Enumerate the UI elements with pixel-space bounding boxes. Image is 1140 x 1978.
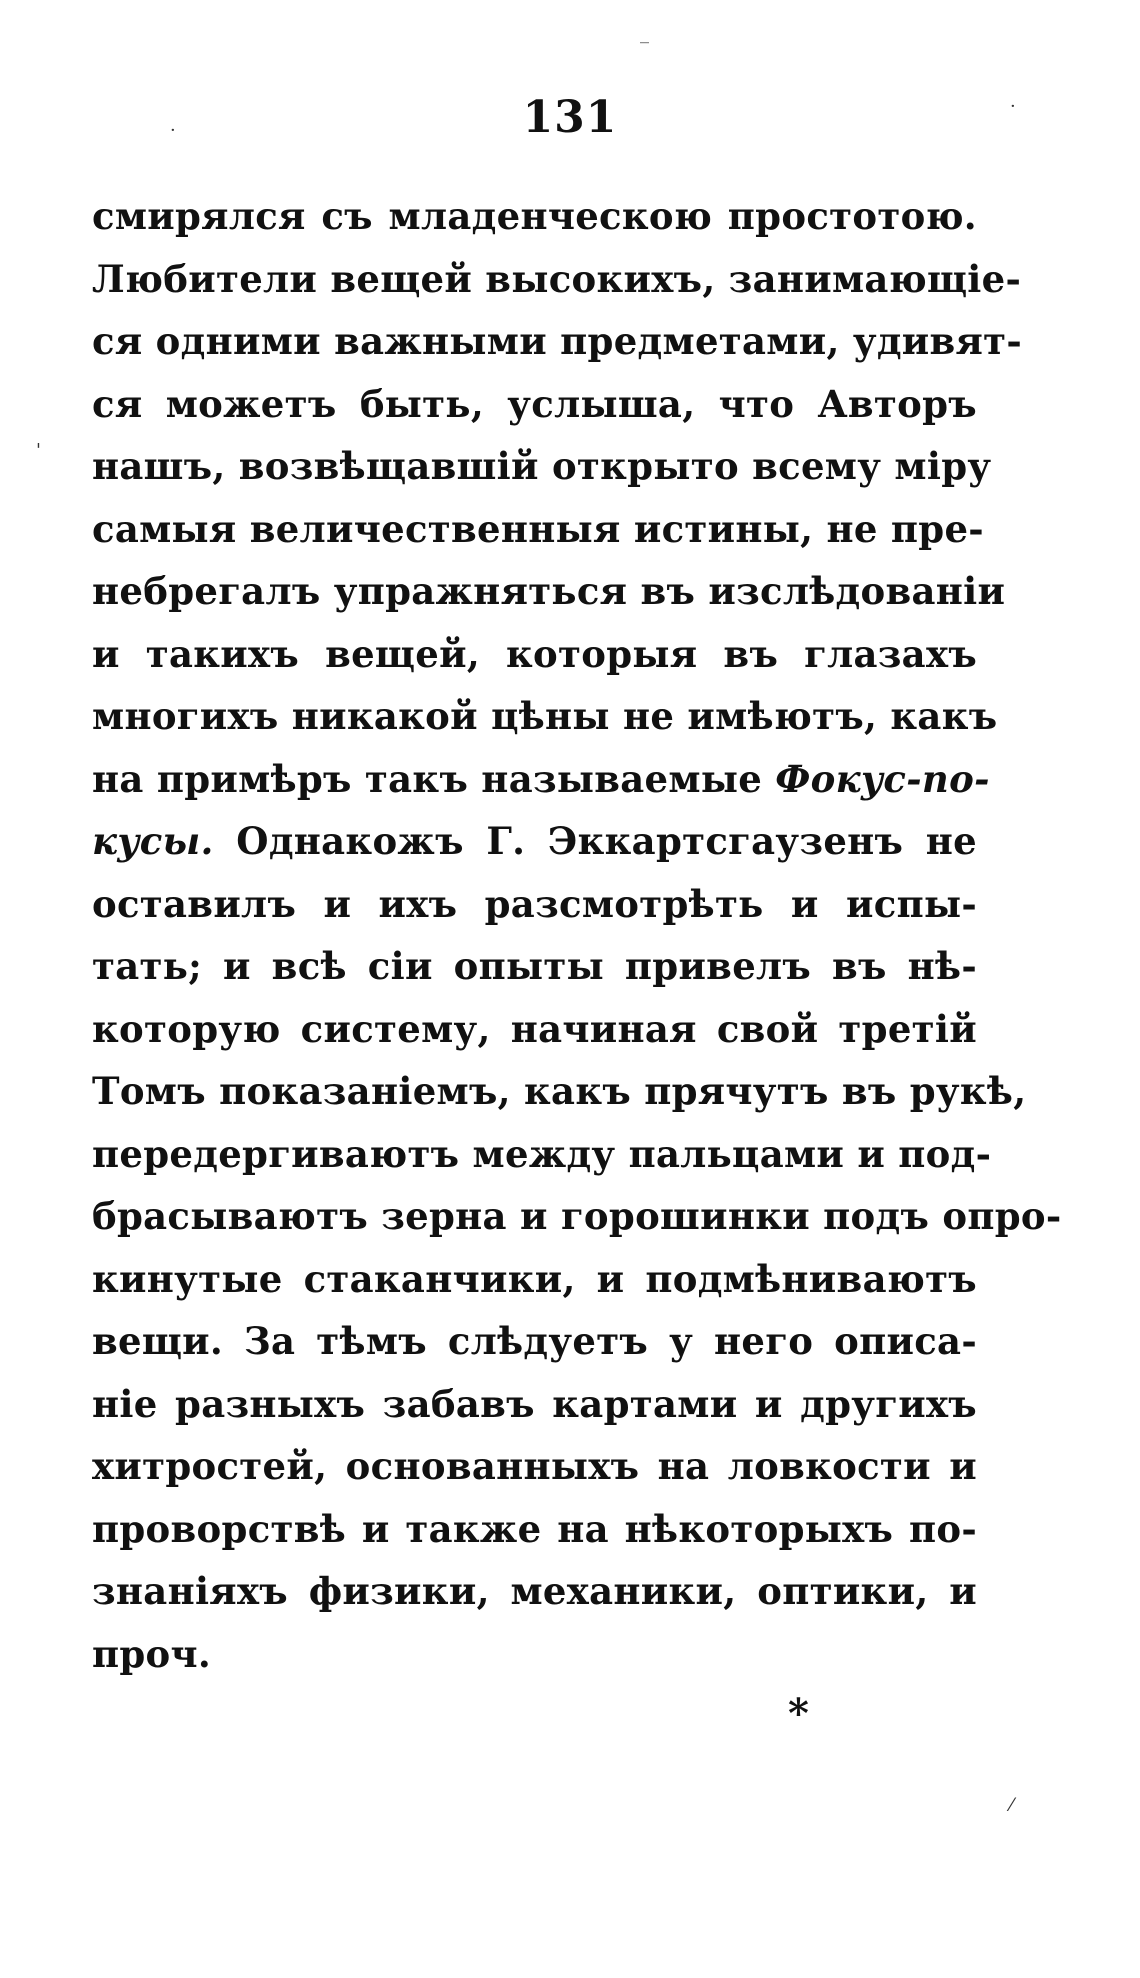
text-line — [92, 748, 990, 811]
line-text: Томъ показаніемъ, какъ прячутъ въ рукѣ, — [92, 1069, 1027, 1113]
ornament-asterisk: * — [788, 1690, 809, 1737]
text-line — [92, 373, 977, 436]
text-line — [92, 498, 984, 561]
line-text: ніе разныхъ забавъ картами и другихъ — [92, 1381, 977, 1426]
text-line — [92, 310, 1023, 373]
text-line — [92, 1373, 977, 1436]
line-text: небрегалъ упражняться въ изслѣдованіи — [92, 569, 1006, 613]
line-text: брасываютъ зерна и горошинки подъ опро- — [92, 1194, 1062, 1238]
line-text: тать; и всѣ сіи опыты привелъ въ нѣ- — [92, 944, 977, 988]
line-text: самыя величественныя истины, не пре- — [92, 506, 984, 551]
text-line — [92, 435, 992, 498]
print-speck: · — [1010, 96, 1016, 117]
line-text: Любители вещей высокихъ, занимающіе- — [92, 256, 1022, 301]
print-speck: ‾ — [640, 40, 649, 61]
line-text: передергиваютъ между пальцами и под- — [92, 1131, 992, 1176]
line-text: Однакожъ Г. Эккартсгаузенъ не — [213, 819, 977, 863]
line-text: которую систему, начиная свой третій — [92, 1006, 977, 1051]
line-text: и такихъ вещей, которыя въ глазахъ — [92, 631, 977, 676]
text-line — [92, 623, 977, 686]
line-text: нашъ, возвѣщавшій открыто всему міру — [92, 444, 992, 488]
text-line — [92, 1060, 1027, 1123]
text-line — [92, 1435, 977, 1498]
line-text: смирялся съ младенческою простотою. — [92, 194, 977, 238]
text-line — [92, 248, 1022, 311]
text-line — [92, 1310, 977, 1373]
text-line — [92, 1185, 1062, 1248]
print-speck: · — [170, 120, 176, 141]
line-text: кинутые стаканчики, и подмѣниваютъ — [92, 1256, 977, 1301]
line-text: проч. — [92, 1631, 212, 1676]
italic-text: кусы. — [92, 819, 214, 863]
italic-text: Фокус-по- — [775, 756, 990, 801]
print-speck: ' — [36, 440, 41, 461]
line-text: проворствѣ и также на нѣкоторыхъ по- — [92, 1506, 977, 1551]
page-number: 131 — [522, 92, 618, 143]
line-text: многихъ никакой цѣны не имѣютъ, какъ — [92, 694, 998, 738]
text-line — [92, 810, 977, 873]
line-text: оставилъ и ихъ разсмотрѣть и испы- — [92, 881, 977, 926]
line-text: хитростей, основанныхъ на ловкости и — [92, 1444, 977, 1488]
text-line — [92, 560, 1006, 623]
text-line — [92, 1623, 977, 1686]
text-line — [92, 873, 977, 936]
text-line — [92, 1248, 977, 1311]
text-line — [92, 935, 977, 998]
line-text: на примѣръ такъ называемые — [92, 756, 776, 801]
line-text: ся одними важными предметами, удивят- — [92, 319, 1023, 363]
body-text — [92, 185, 1062, 1685]
text-line — [92, 185, 977, 248]
print-speck: ⁄ — [1010, 1795, 1014, 1816]
line-text: вещи. За тѣмъ слѣдуетъ у него описа- — [92, 1319, 977, 1363]
text-line — [92, 1560, 977, 1623]
text-line — [92, 998, 977, 1061]
line-text: знаніяхъ физики, механики, оптики, и — [92, 1569, 977, 1613]
text-line — [92, 1123, 992, 1186]
text-line — [92, 685, 998, 748]
text-line — [92, 1498, 977, 1561]
line-text: ся можетъ быть, услыша, что Авторъ — [92, 381, 977, 426]
